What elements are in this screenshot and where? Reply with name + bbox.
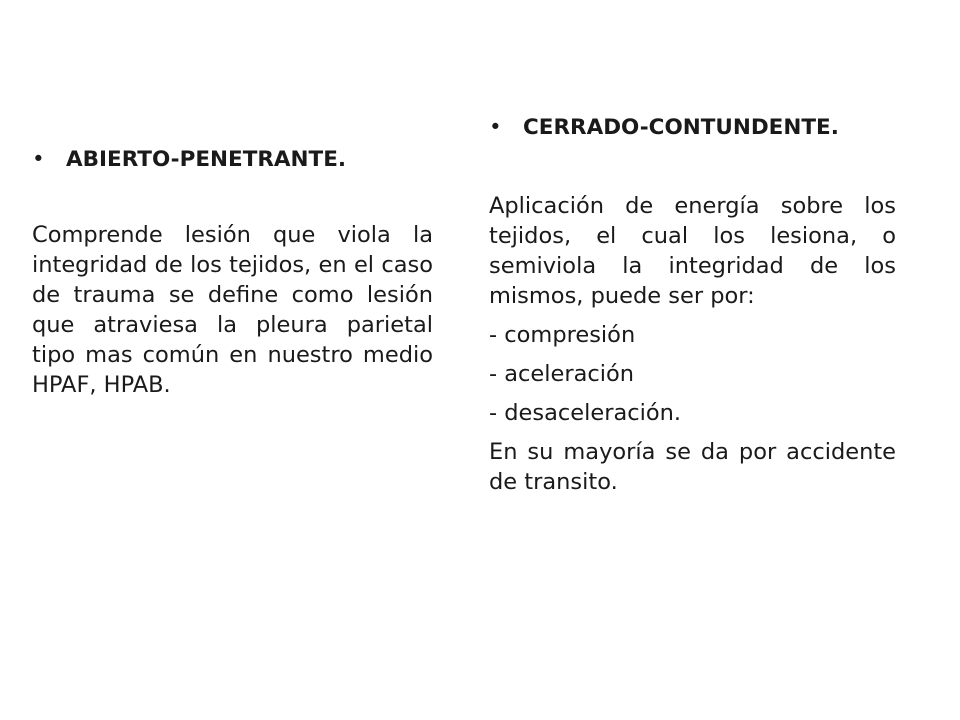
right-heading-row	[489, 111, 896, 145]
left-heading: ABIERTO-PENETRANTE.	[66, 147, 347, 172]
right-heading: CERRADO-CONTUNDENTE.	[523, 115, 839, 140]
closing-paragraph: En su mayoría se da por accidente de transito.	[489, 439, 896, 495]
list-item: - aceleración	[489, 361, 635, 387]
list-item: - compresión	[489, 322, 636, 348]
list-item: - desaceleración.	[489, 400, 682, 426]
left-paragraph: Comprende lesión que viola la integridad de los tejidos, en el caso de trauma se define como lesión que atraviesa la pleura parietal tipo mas común en nuestro medio HPAF, HPAB.	[32, 222, 433, 398]
left-column	[32, 143, 433, 400]
right-paragraph: Aplicación de energía sobre los tejidos, el cual los lesiona, o semiviola la integridad de los mismos, puede ser por:	[489, 193, 896, 309]
right-column	[489, 111, 896, 497]
left-heading-row	[32, 143, 433, 177]
bullet-icon: •	[32, 147, 45, 172]
bullet-icon: •	[489, 115, 502, 140]
